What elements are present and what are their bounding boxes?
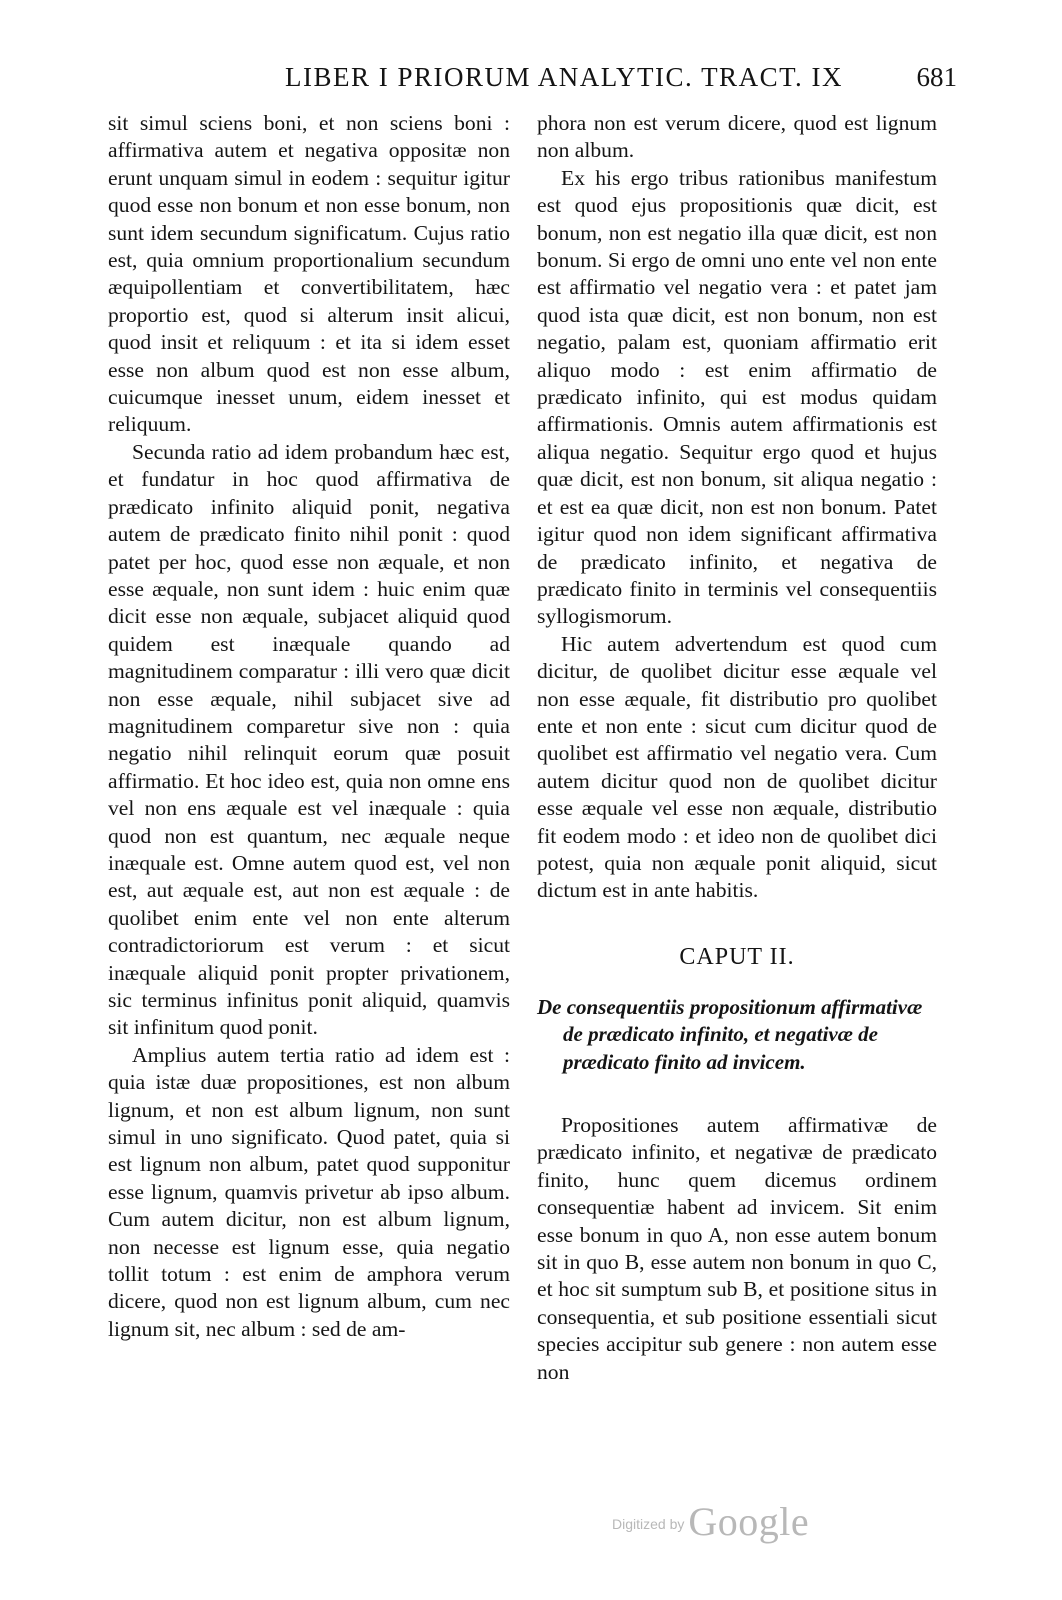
chapter-subtitle: De consequentiis propositionum affirmativæ de prædicato infinito, et negativæ de prædicato finito ad invicem. [537, 994, 923, 1074]
right-column [537, 110, 937, 1386]
page-number: 681 [916, 62, 957, 92]
running-header [110, 62, 957, 98]
paragraph: Secunda ratio ad idem probandum hæc est, et fundatur in hoc quod affirmativa de prædicato infinito aliquid ponit, negativa autem de prædicato finito nihil ponit : quod patet per hoc, quod esse non æquale, et non esse æquale, non sunt idem : huic enim quæ dicit esse non æquale, subjacet aliquid quod quidem est inæquale quando ad magnitudinem comparatur : illi vero quæ dicit non esse æquale, nihil subjacet sive ad magnitudinem comparetur sive non : quia negatio nihil relinquit eorum quæ posuit affirmatio. Et hoc ideo est, quia non omne ens vel non ens æquale est vel inæquale : quia quod non est quantum, nec æquale neque inæquale est. Omne autem quod est, vel non est, aut æquale est, aut non est æquale : de quolibet enim ente vel non ente alterum contradictoriorum est verum : et sicut inæquale aliquid ponit propter privationem, sic terminus infinitus ponit aliquid, quamvis sit infinitum quod ponit. [108, 439, 510, 1040]
paragraph: phora non est verum dicere, quod est lignum non album. [537, 111, 937, 163]
chapter-heading: CAPUT II. [679, 943, 795, 970]
digitized-watermark [612, 1498, 809, 1546]
paragraph: Propositiones autem affirmativæ de prædicato infinito, et negativæ de prædicato finito, hunc quem dicemus ordinem consequentiæ habent ad invicem. Sit enim esse bonum in quo A, non esse autem bonum sit in quo B, esse autem non bonum in quo C, et hoc sit sumptum sub B, et positione situs in consequentia, et sub positione essentiali sicut species accipitur sub genere : non autem esse non [537, 1113, 937, 1384]
paragraph: Hic autem advertendum est quod cum dicitur, de quolibet dicitur esse æquale vel non esse æquale, fit distributio pro quolibet ente et non ente : sicut cum dicitur quod de quolibet est affirmatio vel negatio vera. Cum autem dicitur quod non de quolibet dicitur esse æquale vel esse non æquale, distributio fit eodem modo : et ideo non de quolibet dici potest, quia non æquale ponit aliquid, sicut dictum est in ante habitis. [537, 631, 937, 903]
paragraph: Ex his ergo tribus rationibus manifestum est quod ejus propositionis quæ dicit, est bonum, non est negatio illa quæ dicit, est non bonum. Si ergo de omni uno ente vel non ente est affirmatio vel negatio vera : et patet jam quod ista quæ dicit, est non bonum, non est negatio, palam est, quoniam affirmatio erit aliquo modo : est enim affirmatio de prædicato infinito, qui est modus quidam affirmationis. Omnis autem affirmationis est aliqua negatio. Sequitur ergo quod et hujus quæ dicit, est non bonum, sit aliqua negatio : et est ea quæ dicit, non est non bonum. Patet igitur quod non idem significant affirmativa de prædicato infinito, et negativa de prædicato finito in terminis vel consequentiis syllogismorum. [537, 165, 937, 629]
paragraph: Amplius autem tertia ratio ad idem est : quia istæ duæ propositiones, est non album lignum, et non est album lignum, non sunt simul in uno significato. Quod patet, quia si est lignum non album, patet quod supponitur esse lignum, quamvis privetur ab ipso album. Cum autem dicitur, non est album lignum, non necesse est lignum esse, quia negatio tollit totum : est enim de amphora verum dicere, quod non est lignum album, cum nec lignum sit, nec album : sed de am- [108, 1042, 510, 1341]
digitized-label: Digitized by [612, 1516, 685, 1532]
google-logo: Google [688, 1499, 810, 1544]
left-column [108, 110, 510, 1343]
paragraph: sit simul sciens boni, et non sciens boni : affirmativa autem et negativa oppositæ non erunt unquam simul in eodem : sequitur igitur quod esse non bonum et non esse bonum, non sunt idem secundum significatum. Cujus ratio est, quia omnium proportionalium secundum æquipollentiam et convertibilitatem, hæc proportio est, quod si alterum insit alicui, quod insit et reliquum : et ita si idem esset esse non album quod est non esse album, cuicumque inesset unum, eidem inesset et reliquum. [108, 111, 510, 437]
running-title: LIBER I PRIORUM ANALYTIC. TRACT. IX [285, 62, 844, 92]
